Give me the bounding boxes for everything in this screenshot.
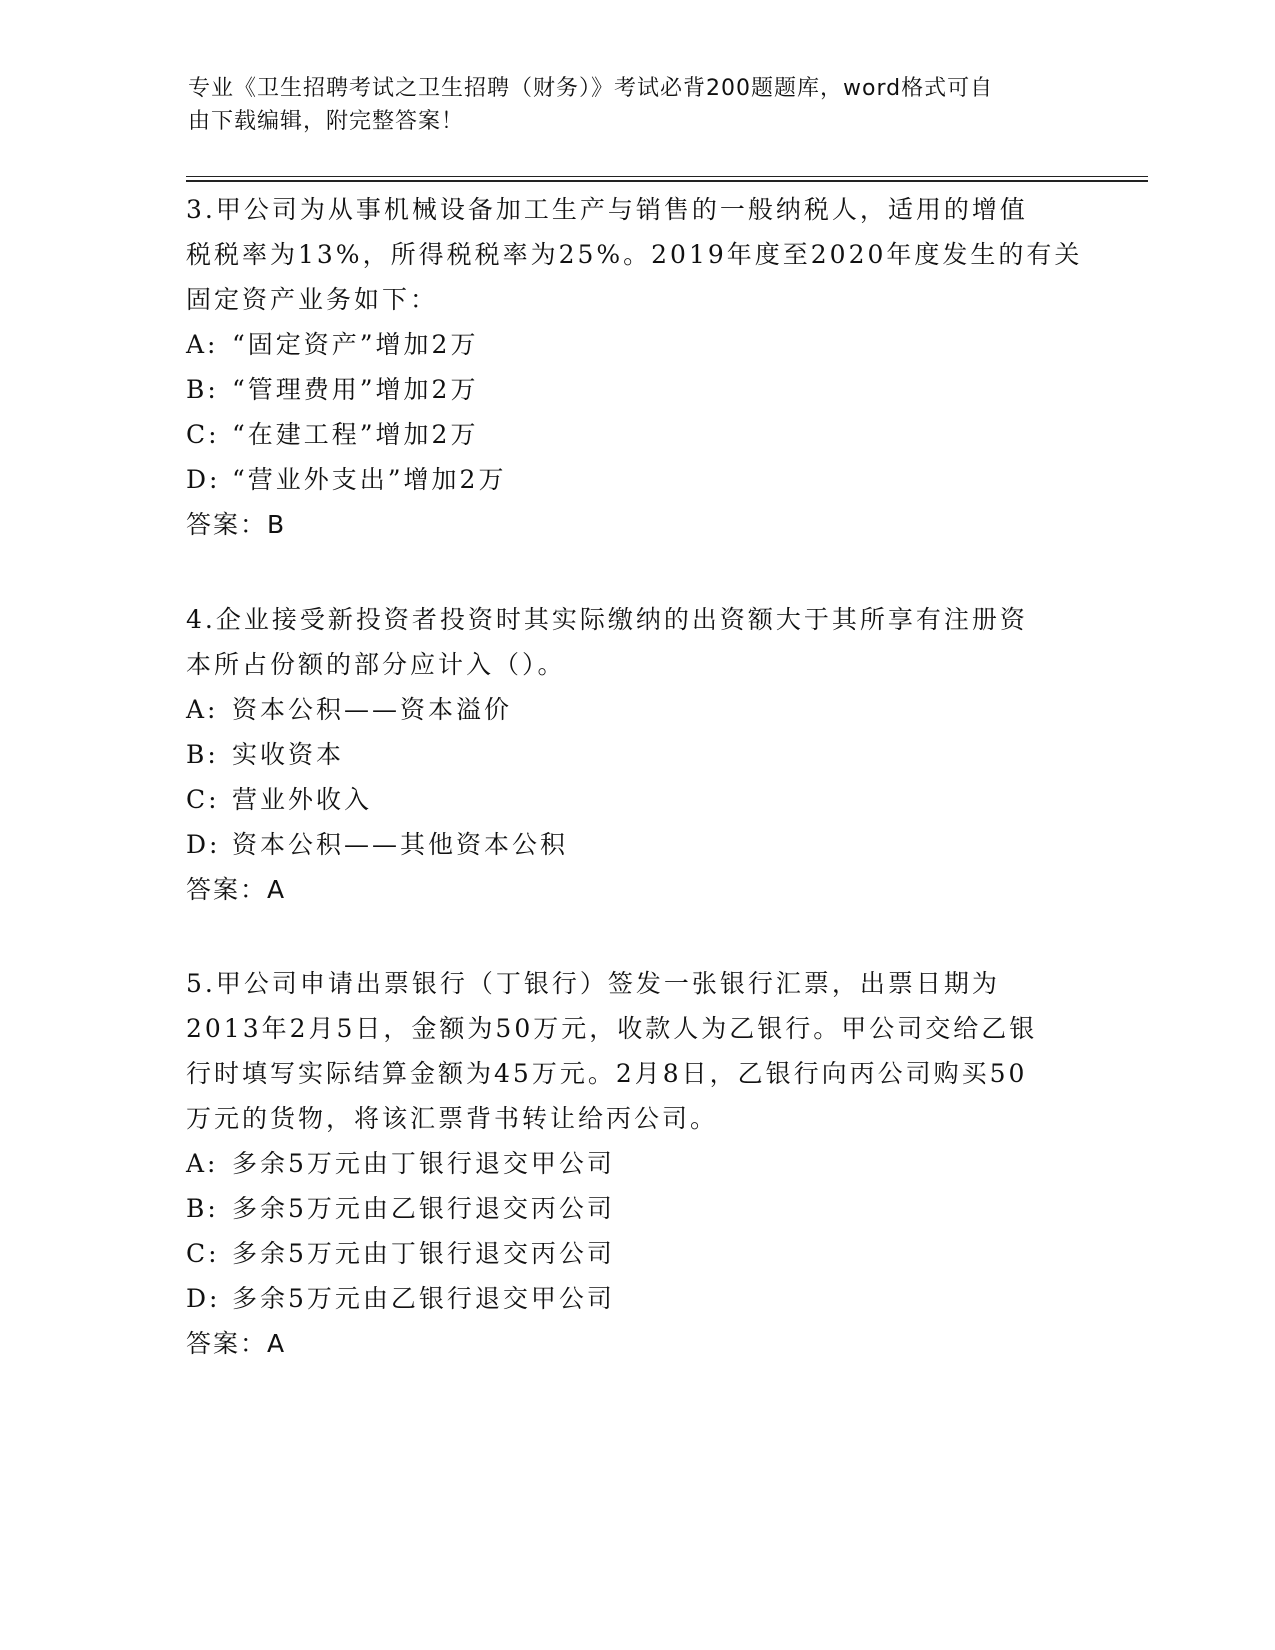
option-letter: D: <box>186 465 221 494</box>
question-stem-line: 5.甲公司申请出票银行（丁银行）签发一张银行汇票，出票日期为 <box>186 969 1000 998</box>
question-stem-line: 万元的货物，将该汇票背书转让给丙公司。 <box>186 1104 719 1133</box>
option-d <box>186 1276 1086 1321</box>
question-stem-line: 本所占份额的部分应计入（）。 <box>186 650 566 679</box>
option-letter: C: <box>186 420 220 449</box>
option-text: 多余5万元由丁银行退交丙公司 <box>232 1239 615 1268</box>
question-stem-line: 行时填写实际结算金额为45万元。2月8日，乙银行向丙公司购买50 <box>186 1059 1028 1088</box>
document-header <box>188 72 1068 138</box>
option-text: “营业外支出”增加2万 <box>232 465 507 494</box>
answer-line: 答案：A <box>186 875 287 904</box>
question-stem-line: 税税率为13%，所得税税率为25%。2019年度至2020年度发生的有关 <box>186 240 1083 269</box>
option-d <box>186 457 1086 502</box>
option-letter: D: <box>186 830 221 859</box>
question-stem-line: 固定资产业务如下： <box>186 285 439 314</box>
option-letter: D: <box>186 1284 221 1313</box>
option-text: 多余5万元由丁银行退交甲公司 <box>232 1149 615 1178</box>
option-letter: C: <box>186 785 220 814</box>
option-letter: A: <box>186 1149 219 1178</box>
option-text: 多余5万元由乙银行退交甲公司 <box>232 1284 615 1313</box>
option-text: “固定资产”增加2万 <box>232 330 479 359</box>
option-text: 资本公积——资本溢价 <box>232 695 513 724</box>
header-divider-thin <box>186 176 1148 177</box>
question-4 <box>186 597 1086 912</box>
option-c <box>186 412 1086 457</box>
option-text: 多余5万元由乙银行退交丙公司 <box>232 1194 615 1223</box>
option-b <box>186 732 1086 777</box>
question-5 <box>186 961 1086 1366</box>
option-a <box>186 322 1086 367</box>
option-c <box>186 1231 1086 1276</box>
option-a <box>186 687 1086 732</box>
option-text: 实收资本 <box>232 740 345 769</box>
answer-line: 答案：B <box>186 510 287 539</box>
question-3 <box>186 187 1086 547</box>
option-a <box>186 1141 1086 1186</box>
answer-line: 答案：A <box>186 1329 287 1358</box>
option-text: 资本公积——其他资本公积 <box>232 830 569 859</box>
option-letter: C: <box>186 1239 220 1268</box>
option-letter: B: <box>186 1194 219 1223</box>
option-text: “在建工程”增加2万 <box>232 420 479 449</box>
option-d <box>186 822 1086 867</box>
option-text: 营业外收入 <box>232 785 373 814</box>
option-letter: B: <box>186 375 219 404</box>
question-stem-line: 3.甲公司为从事机械设备加工生产与销售的一般纳税人，适用的增值 <box>186 195 1028 224</box>
option-c <box>186 777 1086 822</box>
option-letter: A: <box>186 695 219 724</box>
option-b <box>186 367 1086 412</box>
header-line-1: 专业《卫生招聘考试之卫生招聘（财务）》考试必背200题题库，word格式可自 <box>188 76 994 101</box>
option-letter: B: <box>186 740 219 769</box>
header-line-2: 由下载编辑，附完整答案！ <box>188 109 465 134</box>
question-stem-line: 2013年2月5日，金额为50万元，收款人为乙银行。甲公司交给乙银 <box>186 1014 1038 1043</box>
option-b <box>186 1186 1086 1231</box>
option-text: “管理费用”增加2万 <box>232 375 479 404</box>
option-letter: A: <box>186 330 219 359</box>
question-stem-line: 4.企业接受新投资者投资时其实际缴纳的出资额大于其所享有注册资 <box>186 605 1028 634</box>
header-divider-thick <box>186 180 1148 182</box>
